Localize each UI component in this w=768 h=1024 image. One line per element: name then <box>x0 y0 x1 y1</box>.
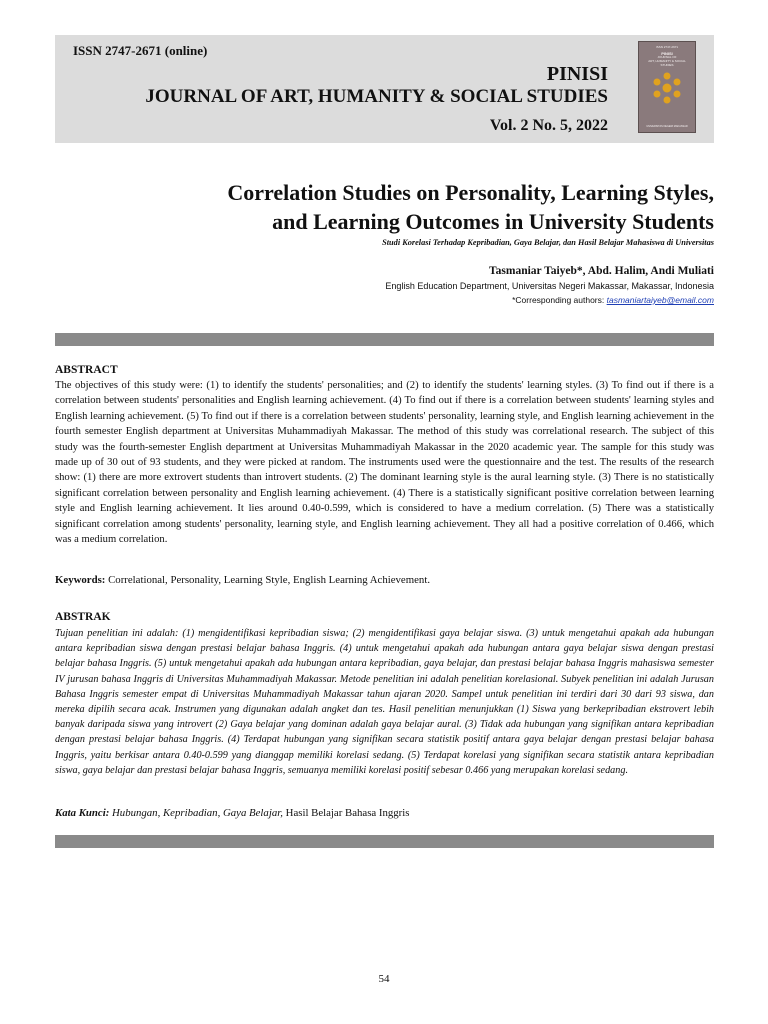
article-title: Correlation Studies on Personality, Learning Styles, and Learning Outcomes in University Students <box>227 180 714 235</box>
affiliation: English Education Department, Universitas Negeri Makassar, Makassar, Indonesia <box>385 281 714 291</box>
authors: Tasmaniar Taiyeb*, Abd. Halim, Andi Muliati <box>489 265 714 277</box>
issn: ISSN 2747-2671 (online) <box>73 43 208 58</box>
journal-cover-thumbnail <box>638 41 696 133</box>
volume-issue: Vol. 2 No. 5, 2022 <box>489 117 608 134</box>
corresponding-email-link[interactable]: tasmaniartaiyeb@email.com <box>606 295 714 305</box>
abstract-heading: ABSTRACT <box>55 364 118 376</box>
journal-name-line1: PINISI <box>546 63 608 85</box>
article-subtitle: Studi Korelasi Terhadap Kepribadian, Gaya Belajar, dan Hasil Belajar Mahasiswa di Universitas <box>382 238 714 247</box>
abstract-text: The objectives of this study were: (1) to identify the students' personalities; and (2) to identify the students' learning styles. (3) To find out if there is a correlation between students' personalities and English learning achievement. (4) To find out if there is a correlation between students' learning styles and English learning achievement. (5) To find out if there is a correlation between students' personality, learning style, and English learning achievement in the fourth semester English department at Universitas Muhammadiyah Makassar. The method of this study was correlational research. The subject of this study was the fourth-semester English department at Universitas Muhammadiyah Makassar in the 2020 academic year. The sample for this study was made up of 30 out of 93 students, and they were picked at random. The instruments used were the questionnaire and the test. The results of the research show: (1) there are more extrovert students than introvert students. (2) The dominant learning style is the aural learning style. (3) There is no statistically significant correlation between personality and English learning achievement. (4) There is a statistically significant positive correlation between learning style and English learning achievement. It lies around 0.40-0.599, which is considered to have a medium correlation. (5) There was a statistically significant correlation among students' personality, learning style, and English learning achievement. They all had a positive correlation of 0.466, which was a medium correlation. <box>55 380 714 546</box>
abstrak-text: Tujuan penelitian ini adalah: (1) mengidentifikasi kepribadian siswa; (2) mengidentifikasi gaya belajar siswa. (3) untuk mengetahui apakah ada hubungan antara kepribadian siswa dengan prestasi belajar bahasa Inggris. (4) untuk mengetahui apakah ada hubungan antara gaya belajar siswa dengan prestasi belajar bahasa Inggris. (5) untuk mengetahui apakah ada hubungan antara kepribadian, gaya belajar, dan prestasi belajar bahasa Inggris mahasiswa semester IV jurusan bahasa Inggris di Universitas Muhammadiyah Makassar. Metode penelitian ini adalah penelitian korelasional. Subyek penelitian ini adalah Jurusan Bahasa Inggris semester empat di Universitas Muhammadiyah Makassar tahun ajaran 2020. Sampel untuk penelitian ini terdiri dari 30 dari 93 siswa, dan mereka dipilih secara acak. Instrumen yang digunakan adalah angket dan tes. Hasil penelitian menunjukkan (1) Siswa yang berkepribadian ekstrovert lebih banyak daripada siswa yang introvert (2) Gaya belajar yang dominan adalah gaya belajar aural. (3) Tidak ada hubungan yang signifikan antara kepribadian dengan prestasi belajar bahasa Inggris. (4) Terdapat hubungan yang signifikan secara statistik positif antara gaya belajar dengan prestasi belajar bahasa Inggris, yaitu berkisar antara 0.40-0.599 yang dianggap memiliki korelasi sedang. (5) Terdapat korelasi yang signifikan secara statistik antara kepribadian siswa, gaya belajar dan prestasi belajar bahasa Inggris, semuanya memiliki korelasi positif sebesar 0.466 yang merupakan korelasi sedang. <box>55 628 714 776</box>
cover-text: ISSN 2747-2671 PINISI JOURNAL OF ART, HUMANITY & SOCIAL STUDIES <box>648 45 686 67</box>
kata-kunci: Kata Kunci: Hubungan, Kepribadian, Gaya Belajar, Hasil Belajar Bahasa Inggris <box>55 807 410 819</box>
cover-logo-icon <box>651 72 683 106</box>
cover-footer: UNIVERSITAS NEGERI MAKASSAR <box>646 125 688 128</box>
page-number: 54 <box>378 973 390 985</box>
corresponding-author: *Corresponding authors: tasmaniartaiyeb@email.com <box>512 295 714 305</box>
journal-header <box>55 35 714 143</box>
journal-name-line2: JOURNAL OF ART, HUMANITY & SOCIAL STUDIES <box>145 86 608 107</box>
abstrak-heading: ABSTRAK <box>55 611 111 623</box>
journal-name <box>145 63 608 108</box>
divider-bar-top <box>55 333 714 346</box>
divider-bar-bottom <box>55 835 714 848</box>
keywords: Keywords: Correlational, Personality, Learning Style, English Learning Achievement. <box>55 574 431 586</box>
